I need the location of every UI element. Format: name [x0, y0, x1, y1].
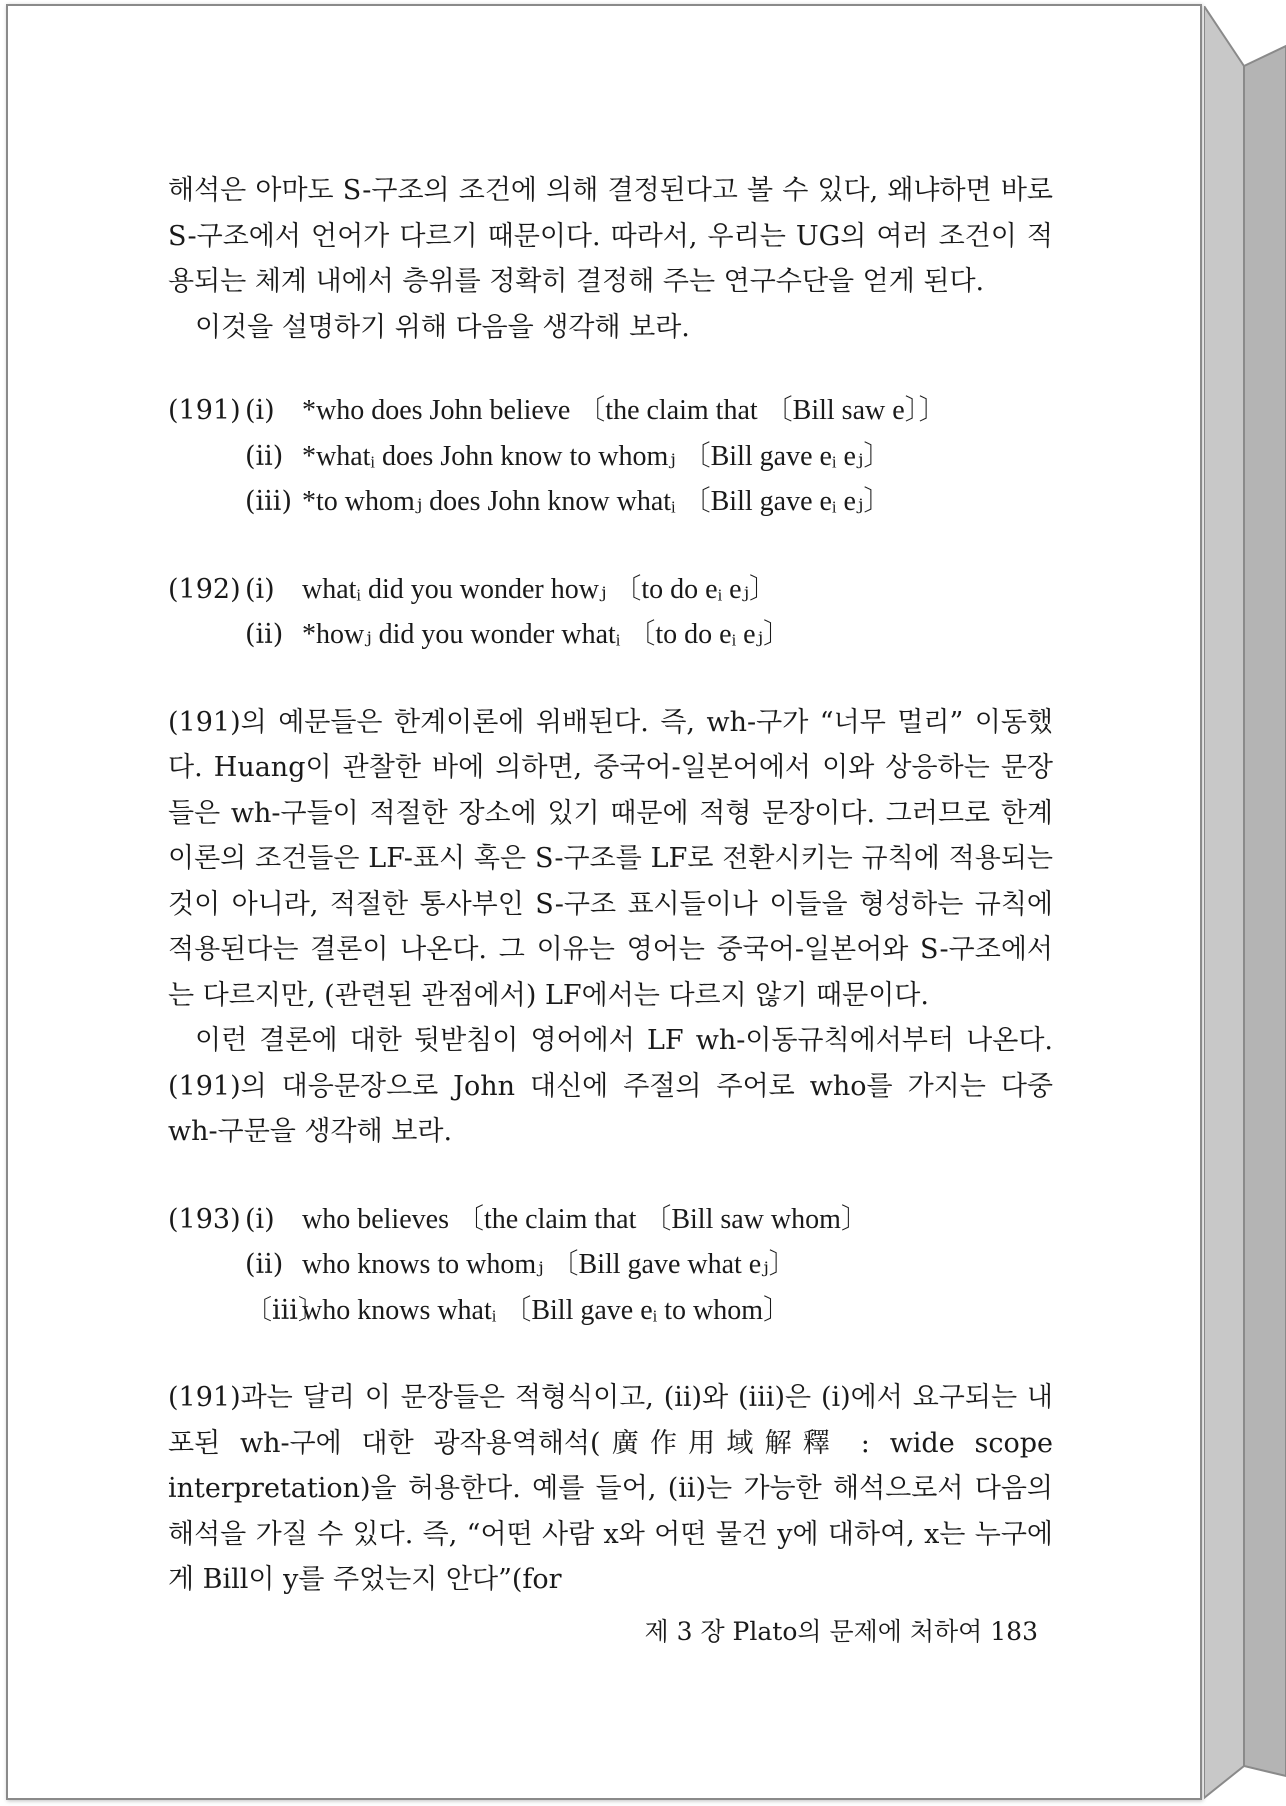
example-text: who believes 〔the claim that 〔Bill saw whom〕: [302, 1203, 869, 1235]
example-text: *howⱼ did you wonder whatᵢ 〔to do eᵢ eⱼ〕: [302, 619, 791, 650]
example-label: (ii): [245, 619, 284, 650]
example-text: *who does John believe 〔the claim that 〔Bill saw e〕〕: [302, 395, 947, 426]
example-text: who knows whatᵢ 〔Bill gave eᵢ to whom〕: [302, 1294, 792, 1326]
example-number: (191): [168, 395, 241, 426]
example-192: [168, 567, 1053, 658]
example-text: who knows to whomⱼ 〔Bill gave what eⱼ〕: [302, 1249, 797, 1280]
book-spine: [1204, 6, 1286, 1802]
example-191: [168, 388, 1053, 525]
example-text: *whatᵢ does John know to whomⱼ 〔Bill gave eᵢ eⱼ〕: [302, 440, 892, 472]
example-193: [168, 1197, 1053, 1334]
paragraph: 해석은 아마도 S-구조의 조건에 의해 결정된다고 볼 수 있다, 왜냐하면 바로 S-구조에서 언어가 다르기 때문이다. 따라서, 우리는 UG의 여러 조건이 적용되는 체계 내에서 층위를 정확히 결정해 주는 연구수단을 얻게 된다.: [168, 175, 1053, 297]
paragraph: (191)과는 달리 이 문장들은 적형식이고, (ii)와 (iii)은 (i)에서 요구되는 내포된 wh-구에 대한 광작용역해석(廣作用域解釋 : wide scope interpretation)을 허용한다. 예를 들어, (ii)는 가능한 해석으로서 다음의 해석을 가질 수 있다. 즉, “어떤 사람 x와 어떤 물건 y에 대하여, x는 누구에게 Bill이 y를 주었는지 안다”(for: [168, 1382, 1053, 1595]
example-row: [168, 1197, 1053, 1243]
example-row: [168, 612, 1053, 658]
example-row: [168, 567, 1053, 613]
example-row: [168, 1288, 1053, 1334]
example-row: [168, 434, 1053, 480]
example-text: whatᵢ did you wonder howⱼ 〔to do eᵢ eⱼ〕: [302, 573, 777, 605]
example-row: [168, 1242, 1053, 1288]
page-content: [168, 168, 1053, 1603]
paragraph: 이것을 설명하기 위해 다음을 생각해 보라.: [195, 311, 690, 343]
example-number: (193): [168, 1203, 241, 1235]
page-footer: 제 3 장 Plato의 문제에 처하여 183: [644, 1617, 1038, 1646]
example-label: (i): [245, 573, 275, 605]
example-label: (ii): [245, 440, 284, 472]
paragraph: 이런 결론에 대한 뒷받침이 영어에서 LF wh-이동규칙에서부터 나온다. (191)의 대응문장으로 John 대신에 주절의 주어로 who를 가지는 다중 wh-구문을 생각해 보라.: [168, 1025, 1053, 1147]
example-label: (ii): [245, 1249, 284, 1280]
paragraph: (191)의 예문들은 한계이론에 위배된다. 즉, wh-구가 “너무 멀리” 이동했다. Huang이 관찰한 바에 의하면, 중국어-일본어에서 이와 상응하는 문장들은 wh-구들이 적절한 장소에 있기 때문에 적형 문장이다. 그러므로 한계이론의 조건들은 LF-표시 혹은 S-구조를 LF로 전환시키는 규칙에 적용되는 것이 아니라, 적절한 통사부인 S-구조 표시들이나 이들을 형성하는 규칙에 적용된다는 결론이 나온다. 그 이유는 영어는 중국어-일본어와 S-구조에서는 다르지만, (관련된 관점에서) LF에서는 다르지 않기 때문이다.: [168, 706, 1053, 1011]
example-text: *to whomⱼ does John know whatᵢ 〔Bill gave eᵢ eⱼ〕: [302, 486, 892, 517]
example-label: 〔iii〕: [245, 1294, 325, 1326]
example-number: (192): [168, 573, 241, 605]
example-label: (iii): [245, 486, 292, 517]
example-row: [168, 388, 1053, 434]
book-page: [6, 4, 1202, 1800]
example-label: (i): [245, 1203, 275, 1235]
example-row: [168, 479, 1053, 525]
example-label: (i): [245, 395, 275, 426]
